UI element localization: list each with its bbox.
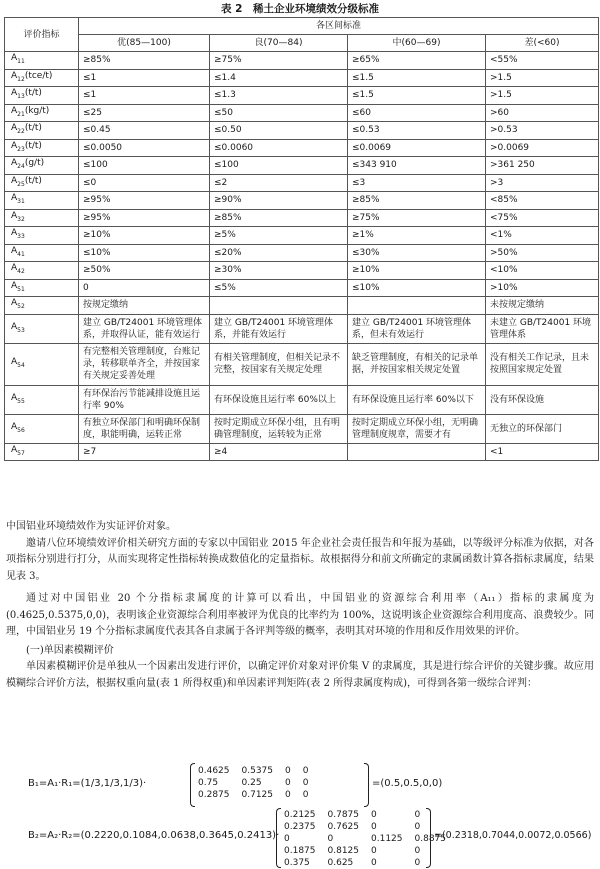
- indicator-cell: $A_{24}(g/t)$: [5, 157, 79, 175]
- matrix-cell: 0: [414, 846, 421, 856]
- matrix-cell: 0: [414, 858, 421, 868]
- standard-cell: ≥75%: [348, 209, 486, 227]
- table-row: [5, 297, 599, 315]
- standard-cell: ≤5%: [210, 279, 348, 297]
- standard-cell: <1%: [486, 227, 599, 245]
- matrix-cell: 0.1125: [371, 834, 403, 844]
- table-row: [5, 69, 599, 87]
- indicator-cell: $A_{54}$: [5, 343, 79, 385]
- header-indicator: 评价指标: [5, 18, 79, 52]
- equation-2-right-bracket: [426, 808, 431, 868]
- standard-cell: >0.53: [486, 122, 599, 140]
- standard-cell: ≥10%: [348, 262, 486, 280]
- standard-cell: ≥50%: [79, 262, 210, 280]
- standard-cell: 缺乏管理制度，有相关的记录单据，并按国家相关规定处置: [348, 343, 486, 385]
- standard-cell: <55%: [486, 52, 599, 70]
- matrix-cell: 0.8875: [414, 834, 446, 844]
- table-row: [5, 385, 599, 414]
- matrix-cell: 0: [327, 834, 334, 844]
- matrix-cell: 0.75: [198, 778, 219, 788]
- standard-cell: 按时定期成立环保小组，无明确管理制度规章，需要才有: [348, 414, 486, 443]
- standard-cell: <85%: [486, 192, 599, 210]
- indicator-cell: $A_{33}$: [5, 227, 79, 245]
- standard-cell: ≤60: [348, 104, 486, 122]
- table-row: [5, 209, 599, 227]
- standard-cell: 无独立的环保部门: [486, 414, 599, 443]
- standard-cell: 有相关管理制度，但相关记录不完整，按国家有关规定处理: [210, 343, 348, 385]
- indicator-cell: $A_{12}(tce/t)$: [5, 69, 79, 87]
- standard-cell: ≥7: [79, 443, 210, 461]
- equation-2-rhs: =(0.2318,0.7044,0.0072,0.0566): [434, 830, 592, 841]
- standard-cell: >10%: [486, 279, 599, 297]
- standard-cell: ≤0.0060: [210, 139, 348, 157]
- standard-cell: ≤1.3: [210, 87, 348, 105]
- standard-cell: ≥85%: [348, 192, 486, 210]
- equation-2-lhs: B₂=A₂·R₂=(0.2220,0.1084,0.0638,0.3645,0.2413)·: [28, 830, 280, 841]
- standard-cell: ≥10%: [79, 227, 210, 245]
- table-row: [5, 414, 599, 443]
- standard-cell: 有独立环保部门和明确环保制度，职能明确，运转正常: [79, 414, 210, 443]
- header-group: 各区间标准: [79, 18, 599, 35]
- paragraph-1: 邀请八位环境绩效评价相关研究方面的专家以中国铝业 2015 年企业社会责任报告和年报为基础，以等级评分标准为依据，对各项指标分别进行打分，从而实现将定性指标转换成数值化的定量指标。故根据得分和前文所确定的隶属函数计算各指标隶属度，结果见表 3。: [6, 537, 594, 582]
- indicator-cell: $A_{57}$: [5, 443, 79, 461]
- standard-cell: 未按规定缴纳: [486, 297, 599, 315]
- standard-cell: >1.5: [486, 69, 599, 87]
- standard-cell: ≤20%: [210, 244, 348, 262]
- standard-cell: 没有相关工作记录，且未按照国家规定处置: [486, 343, 599, 385]
- matrix-cell: 0.2125: [284, 810, 316, 820]
- equation-1-matrix: [192, 765, 314, 801]
- body-text: [6, 519, 594, 692]
- standard-cell: 有环保设施且运行率 60%以下: [348, 385, 486, 414]
- standard-cell: ≥85%: [210, 209, 348, 227]
- table-row: [5, 174, 599, 192]
- standard-cell: 有环保治污节能减排设施且运行率 90%: [79, 385, 210, 414]
- indicator-cell: $A_{11}$: [5, 52, 79, 70]
- header-grade-excellent: 优(85—100): [79, 35, 210, 52]
- table-row: [5, 443, 599, 461]
- paragraph-3: 单因素模糊评价是单独从一个因素出发进行评价，以确定评价对象对评价集 V 的隶属度，其是进行综合评价的关键步骤。故应用模糊综合评价方法，根据权重向量(表 1 所得权重)和单因素评判矩阵(表 2 所得隶属度构成)，可得到各第一级综合评判：: [6, 661, 594, 689]
- matrix-row: [192, 777, 314, 789]
- standard-cell: ≤25: [79, 104, 210, 122]
- matrix-cell: 0.7625: [327, 822, 359, 832]
- indicator-cell: $A_{31}$: [5, 192, 79, 210]
- standard-cell: ≤0.0069: [348, 139, 486, 157]
- indicator-cell: $A_{13}(t/t)$: [5, 87, 79, 105]
- table-row: [5, 157, 599, 175]
- matrix-cell: 0: [302, 790, 309, 800]
- table-row: [5, 262, 599, 280]
- matrix-cell: 0: [302, 766, 309, 776]
- standard-cell: 按时定期成立环保小组，且有明确管理制度，运转较为正常: [210, 414, 348, 443]
- indicator-cell: $A_{23}(t/t)$: [5, 139, 79, 157]
- standard-cell: >3: [486, 174, 599, 192]
- standard-cell: ≤0: [79, 174, 210, 192]
- standard-cell: ≤100: [210, 157, 348, 175]
- equation-1-lhs: B₁=A₁·R₁=(1/3,1/3,1/3)·: [28, 778, 147, 789]
- standard-cell: ≥5%: [210, 227, 348, 245]
- standard-cell: <10%: [486, 262, 599, 280]
- standard-cell: ≤0.45: [79, 122, 210, 140]
- matrix-cell: 0.7125: [241, 790, 273, 800]
- standard-cell: ≤0.50: [210, 122, 348, 140]
- standard-cell: 建立 GB/T24001 环境管理体系，但未有效运行: [348, 314, 486, 343]
- standard-cell: <1: [486, 443, 599, 461]
- matrix-cell: 0.25: [241, 778, 262, 788]
- standard-cell: ≥65%: [348, 52, 486, 70]
- matrix-cell: 0: [285, 790, 291, 800]
- matrix-cell: 0: [414, 822, 421, 832]
- matrix-cell: 0.7875: [327, 810, 359, 820]
- standard-cell: ≥1%: [348, 227, 486, 245]
- table-row: [5, 122, 599, 140]
- table-row: [5, 87, 599, 105]
- standard-cell: ≤3: [348, 174, 486, 192]
- standard-cell: ≤0.53: [348, 122, 486, 140]
- header-grade-good: 良(70—84): [210, 35, 348, 52]
- standard-cell: >1.5: [486, 87, 599, 105]
- standard-cell: ≤1: [79, 69, 210, 87]
- table-row: [5, 227, 599, 245]
- matrix-cell: 0.625: [327, 858, 354, 868]
- standard-cell: ≥85%: [79, 52, 210, 70]
- table-row: [5, 139, 599, 157]
- standard-cell: ≤10%: [79, 244, 210, 262]
- standard-cell: [210, 297, 348, 315]
- standard-cell: >60: [486, 104, 599, 122]
- standard-cell: >50%: [486, 244, 599, 262]
- matrix-row: [192, 789, 314, 801]
- standard-cell: ≤343 910: [348, 157, 486, 175]
- standard-cell: ≥90%: [210, 192, 348, 210]
- indicator-cell: $A_{25}(t/t)$: [5, 174, 79, 192]
- standard-cell: 建立 GB/T24001 环境管理体系，并能有效运行: [210, 314, 348, 343]
- standard-cell: [348, 297, 486, 315]
- standard-cell: ≤2: [210, 174, 348, 192]
- indicator-cell: $A_{56}$: [5, 414, 79, 443]
- standard-cell: ≤10%: [348, 279, 486, 297]
- standard-cell: ≥95%: [79, 209, 210, 227]
- matrix-cell: 0.8125: [327, 846, 359, 856]
- matrix-cell: 0: [285, 766, 291, 776]
- header-grade-medium: 中(60—69): [348, 35, 486, 52]
- standard-cell: 未建立 GB/T24001 环境管理体系: [486, 314, 599, 343]
- standard-cell: ≤30%: [348, 244, 486, 262]
- equation-1-rhs: =(0.5,0.5,0,0): [372, 778, 443, 789]
- matrix-cell: 0: [414, 810, 421, 820]
- standard-cell: ≤1.5: [348, 69, 486, 87]
- matrix-cell: 0.4625: [198, 766, 230, 776]
- matrix-cell: 0: [284, 834, 290, 844]
- paragraph-0: 中国铝业环境绩效作为实证评价对象。: [6, 521, 176, 532]
- indicator-cell: $A_{41}$: [5, 244, 79, 262]
- indicator-cell: $A_{51}$: [5, 279, 79, 297]
- standard-cell: ≤1.5: [348, 87, 486, 105]
- section-heading: (一)单因素模糊评价: [26, 644, 114, 656]
- indicator-cell: $A_{53}$: [5, 314, 79, 343]
- standard-cell: ≥30%: [210, 262, 348, 280]
- indicator-cell: $A_{22}(t/t)$: [5, 122, 79, 140]
- standard-cell: 有完整相关管理制度，台账记录，转移联单齐全，并按国家有关规定妥善处理: [79, 343, 210, 385]
- equation-1-right-bracket: [364, 763, 369, 807]
- matrix-cell: 0: [371, 822, 377, 832]
- standard-cell: ≥95%: [79, 192, 210, 210]
- matrix-cell: 0: [371, 858, 377, 868]
- standard-cell: 按规定缴纳: [79, 297, 210, 315]
- matrix-cell: 0.1875: [284, 846, 316, 856]
- matrix-cell: 0: [371, 846, 377, 856]
- table-row: [5, 343, 599, 385]
- standard-cell: ≤1.4: [210, 69, 348, 87]
- matrix-cell: 0.2375: [284, 822, 316, 832]
- table-row: [5, 104, 599, 122]
- standard-cell: ≤50: [210, 104, 348, 122]
- paragraph-2: 通过对中国铝业 20 个分指标隶属度的计算可以看出，中国铝业的资源综合利用率（A₁₁）指标的隶属度为(0.4625,0.5375,0,0)，表明该企业资源综合利用率被评为优良的比率约为 100%，这说明该企业资源综合利用度高、浪费较少。同理，中国铝业另 19 个分指标隶属度代表其各自隶属于各评判等级的概率，表明其对环境的作用和反作用效果的评价。: [6, 593, 594, 637]
- standard-cell: 有环保设施且运行率 60%以上: [210, 385, 348, 414]
- indicator-cell: $A_{21}(kg/t)$: [5, 104, 79, 122]
- indicator-cell: $A_{42}$: [5, 262, 79, 280]
- standard-cell: >0.0069: [486, 139, 599, 157]
- table-row: [5, 279, 599, 297]
- standard-cell: ≤0.0050: [79, 139, 210, 157]
- table-row: [5, 192, 599, 210]
- matrix-cell: 0: [302, 778, 309, 788]
- standard-cell: [348, 443, 486, 461]
- standard-cell: 没有环保设施: [486, 385, 599, 414]
- matrix-cell: 0.5375: [241, 766, 273, 776]
- standard-cell: <75%: [486, 209, 599, 227]
- indicator-cell: $A_{55}$: [5, 385, 79, 414]
- matrix-cell: 0.375: [284, 858, 310, 868]
- standard-cell: ≥75%: [210, 52, 348, 70]
- table-row: [5, 244, 599, 262]
- matrix-cell: 0.2875: [198, 790, 230, 800]
- indicator-cell: $A_{32}$: [5, 209, 79, 227]
- standard-cell: >361 250: [486, 157, 599, 175]
- standard-cell: 建立 GB/T24001 环境管理体系，并取得认证，能有效运行: [79, 314, 210, 343]
- indicator-cell: $A_{52}$: [5, 297, 79, 315]
- table-caption: 表 2 稀土企业环境绩效分级标准: [221, 3, 379, 15]
- table-row: [5, 314, 599, 343]
- standard-cell: 0: [79, 279, 210, 297]
- grading-standard-table: [4, 17, 599, 461]
- standard-cell: ≤1: [79, 87, 210, 105]
- matrix-cell: 0: [285, 778, 291, 788]
- standard-cell: ≥4: [210, 443, 348, 461]
- table-row: [5, 52, 599, 70]
- matrix-row: [192, 765, 314, 777]
- matrix-cell: 0: [371, 810, 377, 820]
- header-grade-poor: 差(<60): [486, 35, 599, 52]
- standard-cell: ≤100: [79, 157, 210, 175]
